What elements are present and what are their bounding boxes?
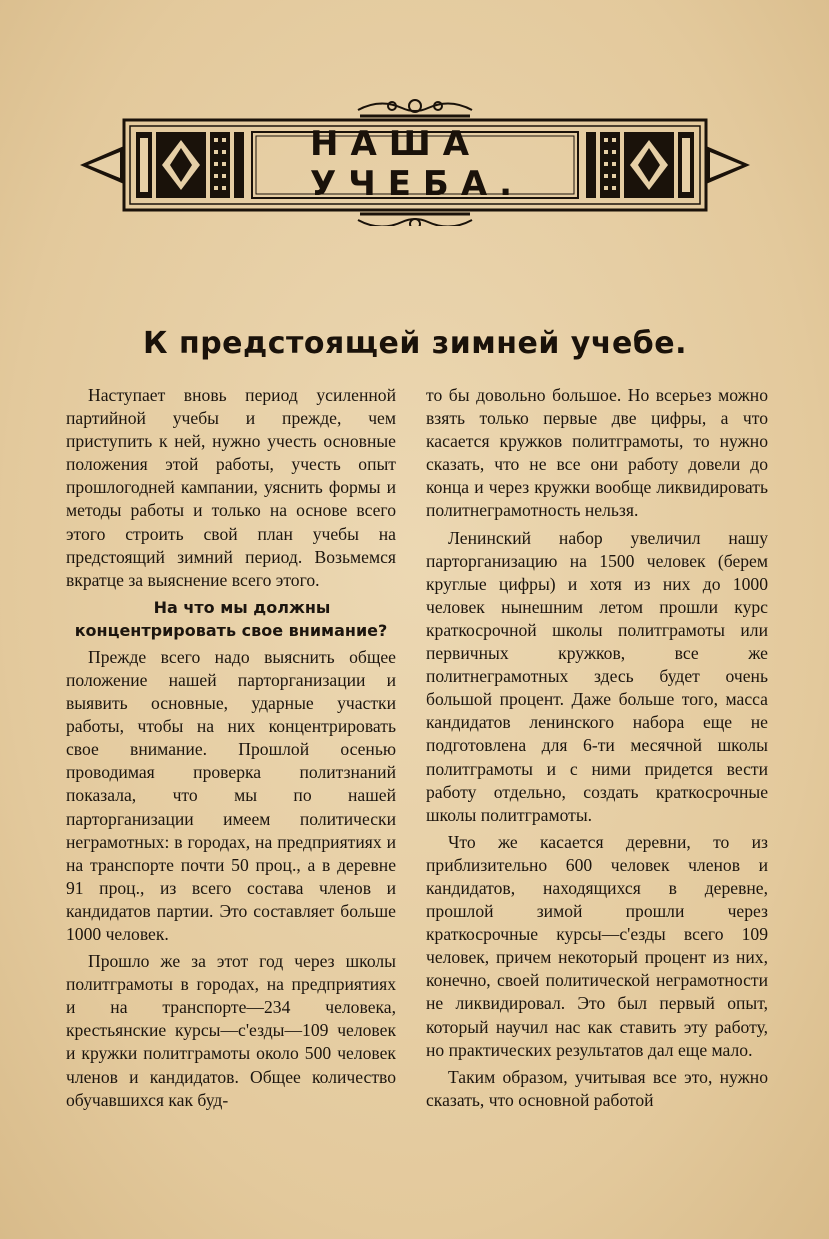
left-column — [66, 384, 396, 1112]
section-banner — [80, 96, 750, 226]
paragraph: Прошло же за этот год через школы политграмоты в городах, на предприятиях и на транспорте—234 человека, крестьянские курсы—с'езды—109 человек и кружки политграмоты около 500 человек членов и кандидатов. Общее количество обучавшихся как буд- — [66, 951, 396, 1110]
paragraph: Наступает вновь период усиленной партийной учебы и прежде, чем приступить к ней, нужно учесть основные положения этой работы, учесть опыт прошлогодней кампании, уяснить формы и методы работы и только на основе всего этого строить свой план учебы на предстоящий зимний период. Возьмемся вкратце за выяснение всего этого. — [66, 385, 396, 590]
section-title: НАША УЧЕБА. — [310, 124, 525, 204]
paragraph: то бы довольно большое. Но всерьез можно взять только первые две цифры, а что касается кружков политграмоты, то нужно сказать, что не все они работу довели до конца и через кружки вообще ликвидировать политнеграмотность нельзя. — [426, 385, 768, 521]
paragraph: Таким образом, учитывая все это, нужно сказать, что основной работой — [426, 1066, 768, 1110]
right-column — [426, 384, 768, 1112]
subheading: На что мы должны концентрировать свое внимание? — [74, 597, 388, 640]
paragraph: Прежде всего надо выяснить общее положение нашей парторганизации и выявить основные, ударные участки работы, чтобы на них концентрировать свое внимание. Прошлой осенью проводимая проверка политзнаний показала, что мы по нашей парторганизации имеем политически неграмотных: в городах, на предприятиях и на транспорте почти 50 проц., а в деревне 91 проц., из всего состава членов и кандидатов партии. Это составляет больше 1000 человек. — [66, 646, 396, 944]
paragraph: Что же касается деревни, то из приблизительно 600 человек членов и кандидатов, находящихся в деревне, прошлой зимой прошли через краткосрочные курсы—с'езды всего 109 человек, причем некоторый процент из них, конечно, своей политической неграмотности не ликвидировал. Это был первый опыт, который научил нас как ставить эту работу, но практических результатов дал еще мало. — [426, 831, 768, 1060]
article-title: К предстоящей зимней учебе. — [143, 326, 687, 361]
paragraph: Ленинский набор увеличил нашу парторганизацию на 1500 человек (берем круглые цифры) и хотя из них до 1000 человек нынешним летом прошли курс краткосрочной школы политграмоты или первичных кружков, все же политнеграмотных здесь будет очень большой процент. Даже больше того, масса кандидатов ленинского набора еще не подготовлена для 6-ти месячной школы политграмоты и с ними придется вести работу отдельно, создать краткосрочные школы политграмоты. — [426, 527, 768, 825]
